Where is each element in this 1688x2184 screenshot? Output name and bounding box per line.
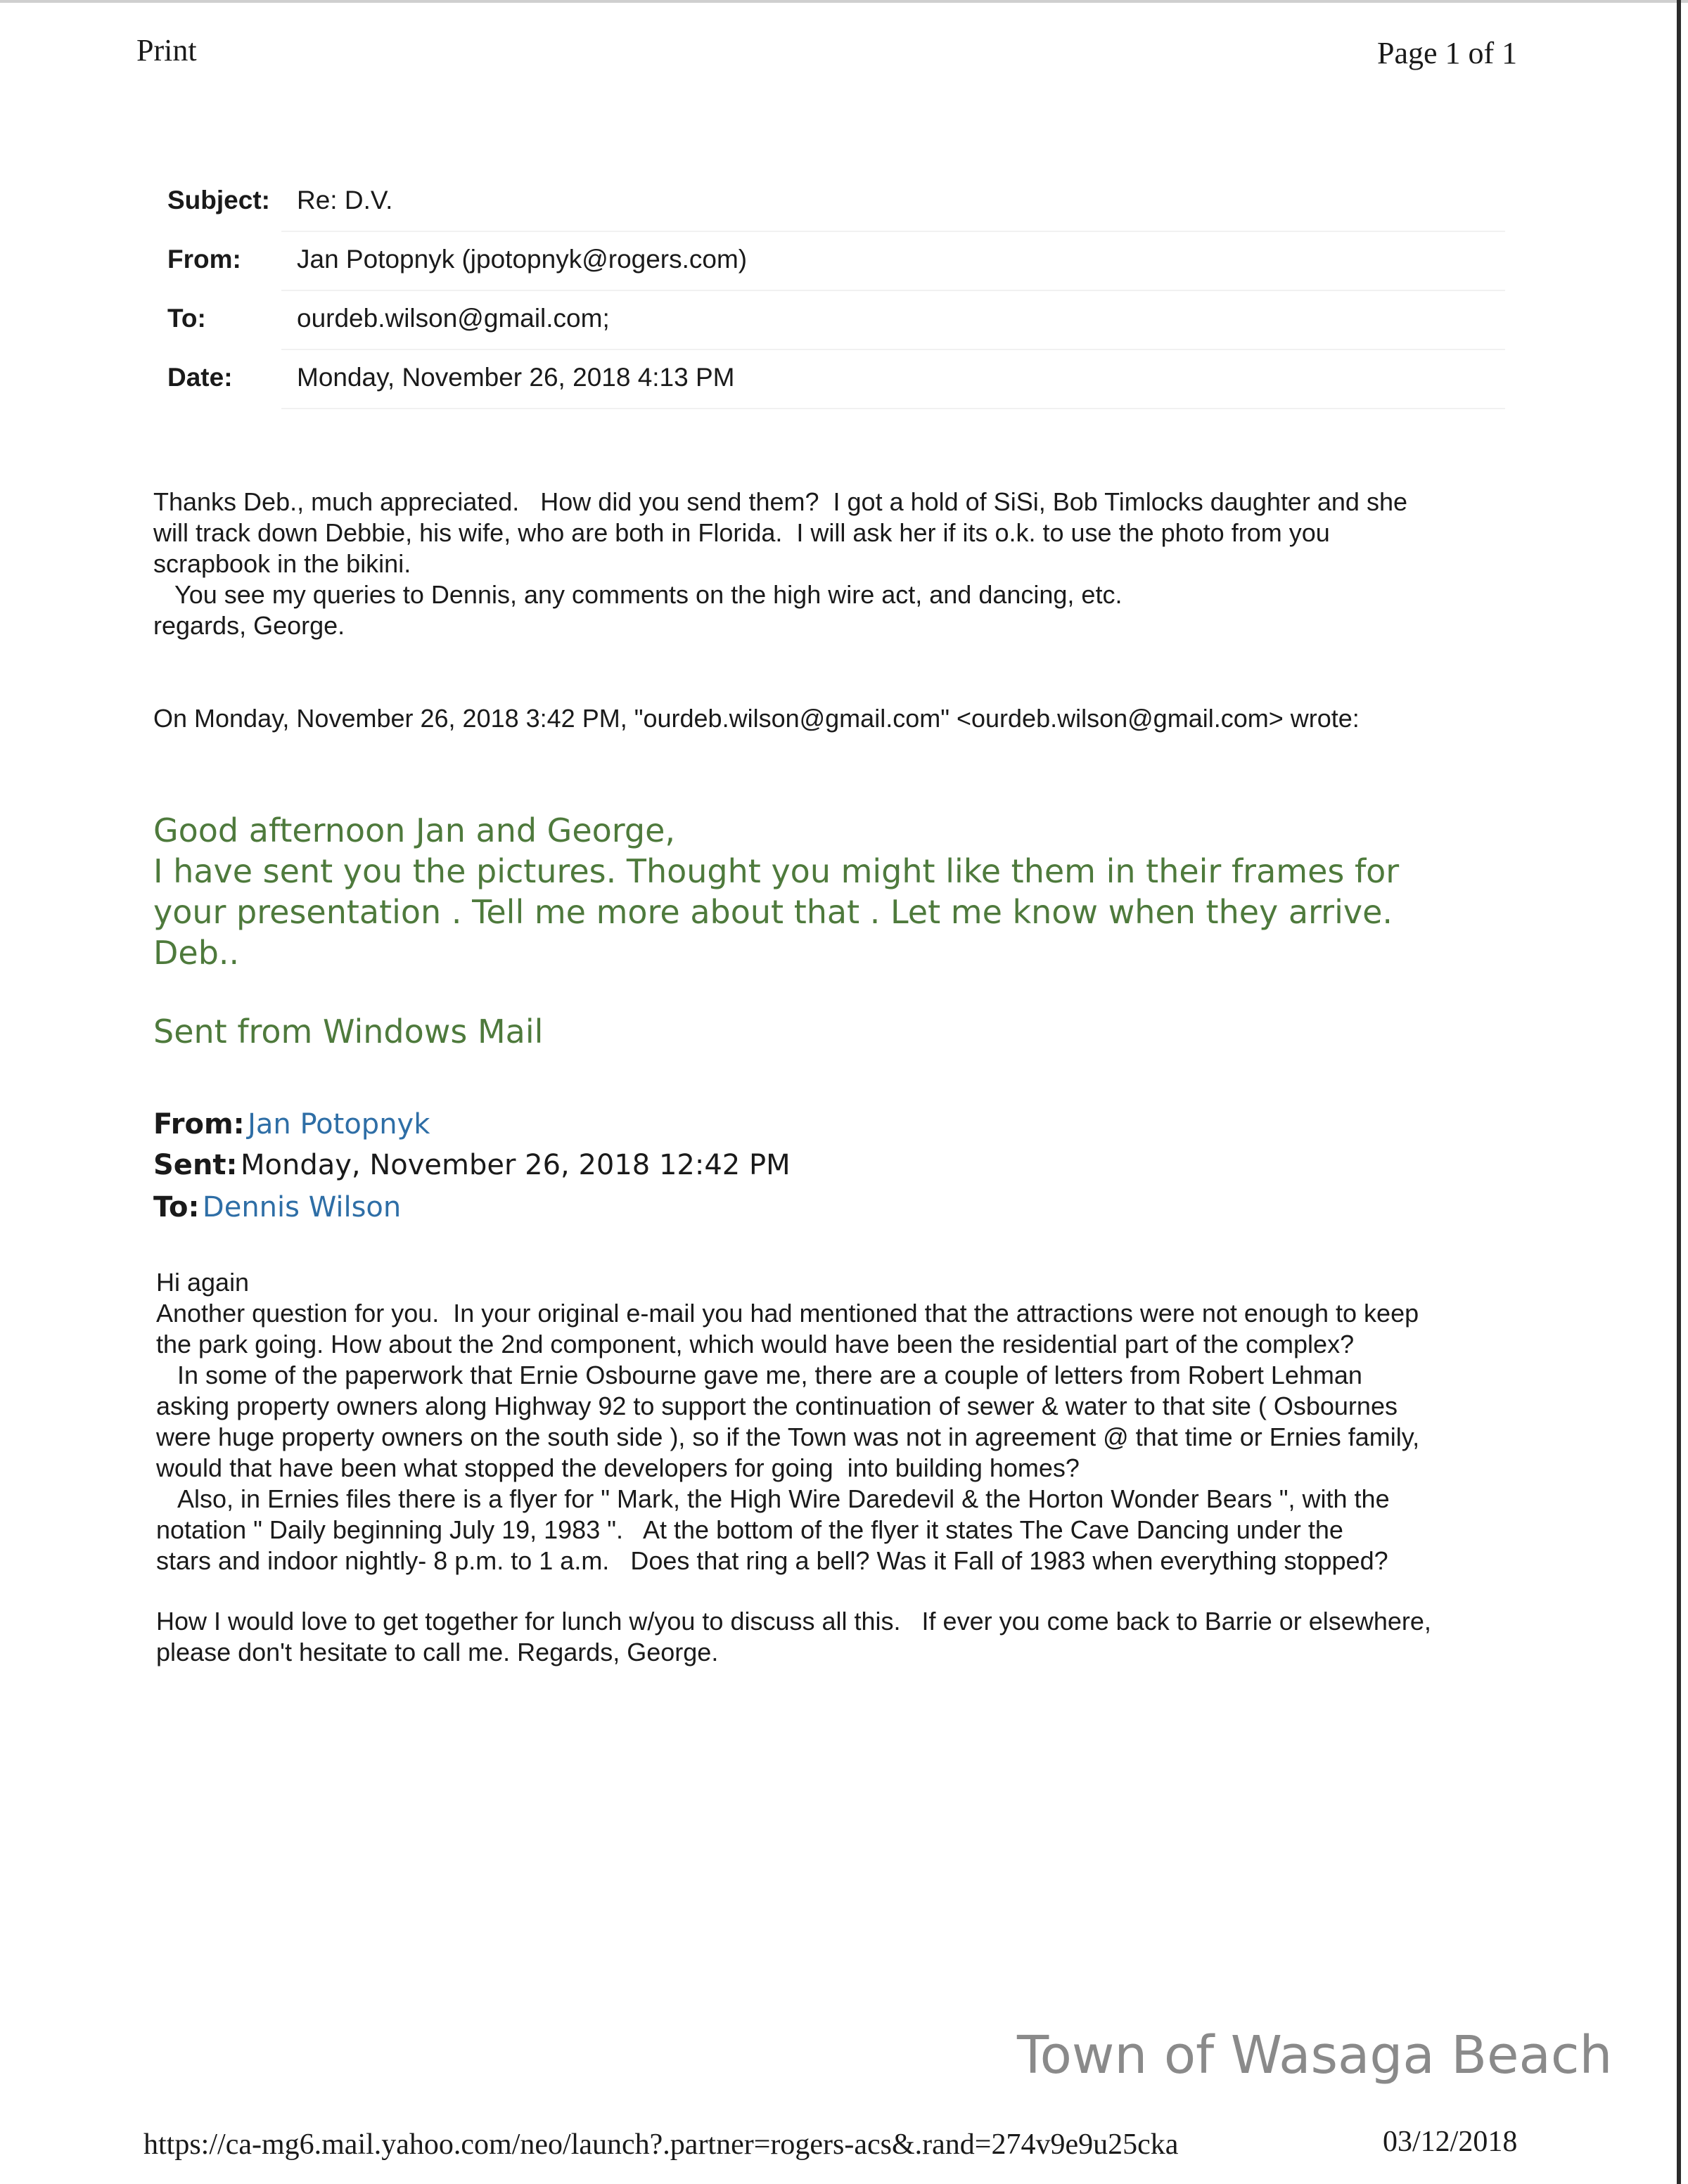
scan-top-edge (0, 0, 1688, 3)
deb-message-line: Deb.. (153, 934, 240, 972)
forwarded-line: Also, in Ernies files there is a flyer for " Mark, the High Wire Daredevil & the Horton Wonder Bears ", with the (156, 1484, 1390, 1513)
forwarded-body (156, 1267, 1549, 1576)
reply-line: Thanks Deb., much appreciated. How did you send them? I got a hold of SiSi, Bob Timlocks daughter and she (153, 487, 1408, 516)
from-value: Jan Potopnyk (jpotopnyk@rogers.com) (297, 245, 748, 274)
reply-line: will track down Debbie, his wife, who are both in Florida. I will ask her if its o.k. to use the photo from you (153, 518, 1330, 547)
footer-url[interactable]: https://ca-mg6.mail.yahoo.com/neo/launch?.partner=rogers-acs&.rand=274v9e9u25cka (143, 2128, 1179, 2161)
forwarded-line: How I would love to get together for lunch w/you to discuss all this. If ever you come back to Barrie or elsewhere, (156, 1607, 1431, 1636)
header-divider (281, 290, 1505, 291)
reply-line: scrapbook in the bikini. (153, 549, 411, 578)
header-divider (281, 231, 1505, 232)
forwarded-line: asking property owners along Highway 92 to support the continuation of sewer & water to that site ( Osbournes (156, 1392, 1398, 1420)
to-value: ourdeb.wilson@gmail.com; (297, 304, 610, 333)
town-watermark: Town of Wasaga Beach (1017, 2025, 1613, 2086)
deb-message (153, 810, 1553, 973)
reply-body (153, 487, 1553, 641)
print-label: Print (136, 33, 197, 68)
quoted-intro: On Monday, November 26, 2018 3:42 PM, "ourdeb.wilson@gmail.com" <ourdeb.wilson@gmail.com> wrote: (153, 704, 1360, 733)
forwarded-sent-row (153, 1149, 791, 1181)
forwarded-to-label: To: (153, 1191, 200, 1223)
forwarded-closing (156, 1606, 1549, 1668)
date-label: Date: (167, 363, 233, 392)
subject-label: Subject: (167, 186, 270, 214)
forwarded-line: Hi again (156, 1268, 250, 1297)
from-label: From: (167, 245, 241, 274)
forwarded-from-row (153, 1108, 430, 1141)
forwarded-from-value[interactable]: Jan Potopnyk (248, 1108, 430, 1141)
date-value: Monday, November 26, 2018 4:13 PM (297, 363, 735, 392)
forwarded-to-value[interactable]: Dennis Wilson (202, 1191, 402, 1223)
footer-date: 03/12/2018 (1383, 2126, 1518, 2158)
deb-message-line: your presentation . Tell me more about that . Let me know when they arrive. (153, 893, 1393, 931)
deb-message-line: I have sent you the pictures. Thought you might like them in their frames for (153, 852, 1400, 890)
header-divider (281, 408, 1505, 409)
forwarded-from-label: From: (153, 1108, 245, 1141)
subject-value: Re: D.V. (297, 186, 393, 214)
forwarded-sent-value: Monday, November 26, 2018 12:42 PM (240, 1149, 791, 1181)
forwarded-line: stars and indoor nightly- 8 p.m. to 1 a.m. Does that ring a bell? Was it Fall of 1983 when everything stopped? (156, 1546, 1388, 1575)
scan-right-edge (1677, 0, 1681, 2184)
deb-message-line: Good afternoon Jan and George, (153, 811, 675, 849)
forwarded-line: In some of the paperwork that Ernie Osbourne gave me, there are a couple of letters from Robert Lehman (156, 1361, 1362, 1389)
to-label: To: (167, 304, 206, 333)
forwarded-line: notation " Daily beginning July 19, 1983 ". At the bottom of the flyer it states The Cave Dancing under the (156, 1515, 1343, 1544)
forwarded-sent-label: Sent: (153, 1149, 238, 1181)
forwarded-line: the park going. How about the 2nd component, which would have been the residential part of the complex? (156, 1330, 1355, 1358)
page-number: Page 1 of 1 (1377, 36, 1518, 70)
forwarded-line: please don't hesitate to call me. Regards, George. (156, 1638, 719, 1666)
forwarded-to-row (153, 1191, 401, 1223)
reply-line: You see my queries to Dennis, any comments on the high wire act, and dancing, etc. (153, 580, 1123, 609)
header-divider (281, 349, 1505, 350)
reply-line: regards, George. (153, 611, 345, 640)
deb-signature: Sent from Windows Mail (153, 1013, 544, 1051)
forwarded-line: would that have been what stopped the developers for going into building homes? (156, 1453, 1080, 1482)
forwarded-line: Another question for you. In your original e-mail you had mentioned that the attractions were not enough to keep (156, 1299, 1419, 1328)
forwarded-line: were huge property owners on the south side ), so if the Town was not in agreement @ that time or Ernies family, (156, 1422, 1420, 1451)
